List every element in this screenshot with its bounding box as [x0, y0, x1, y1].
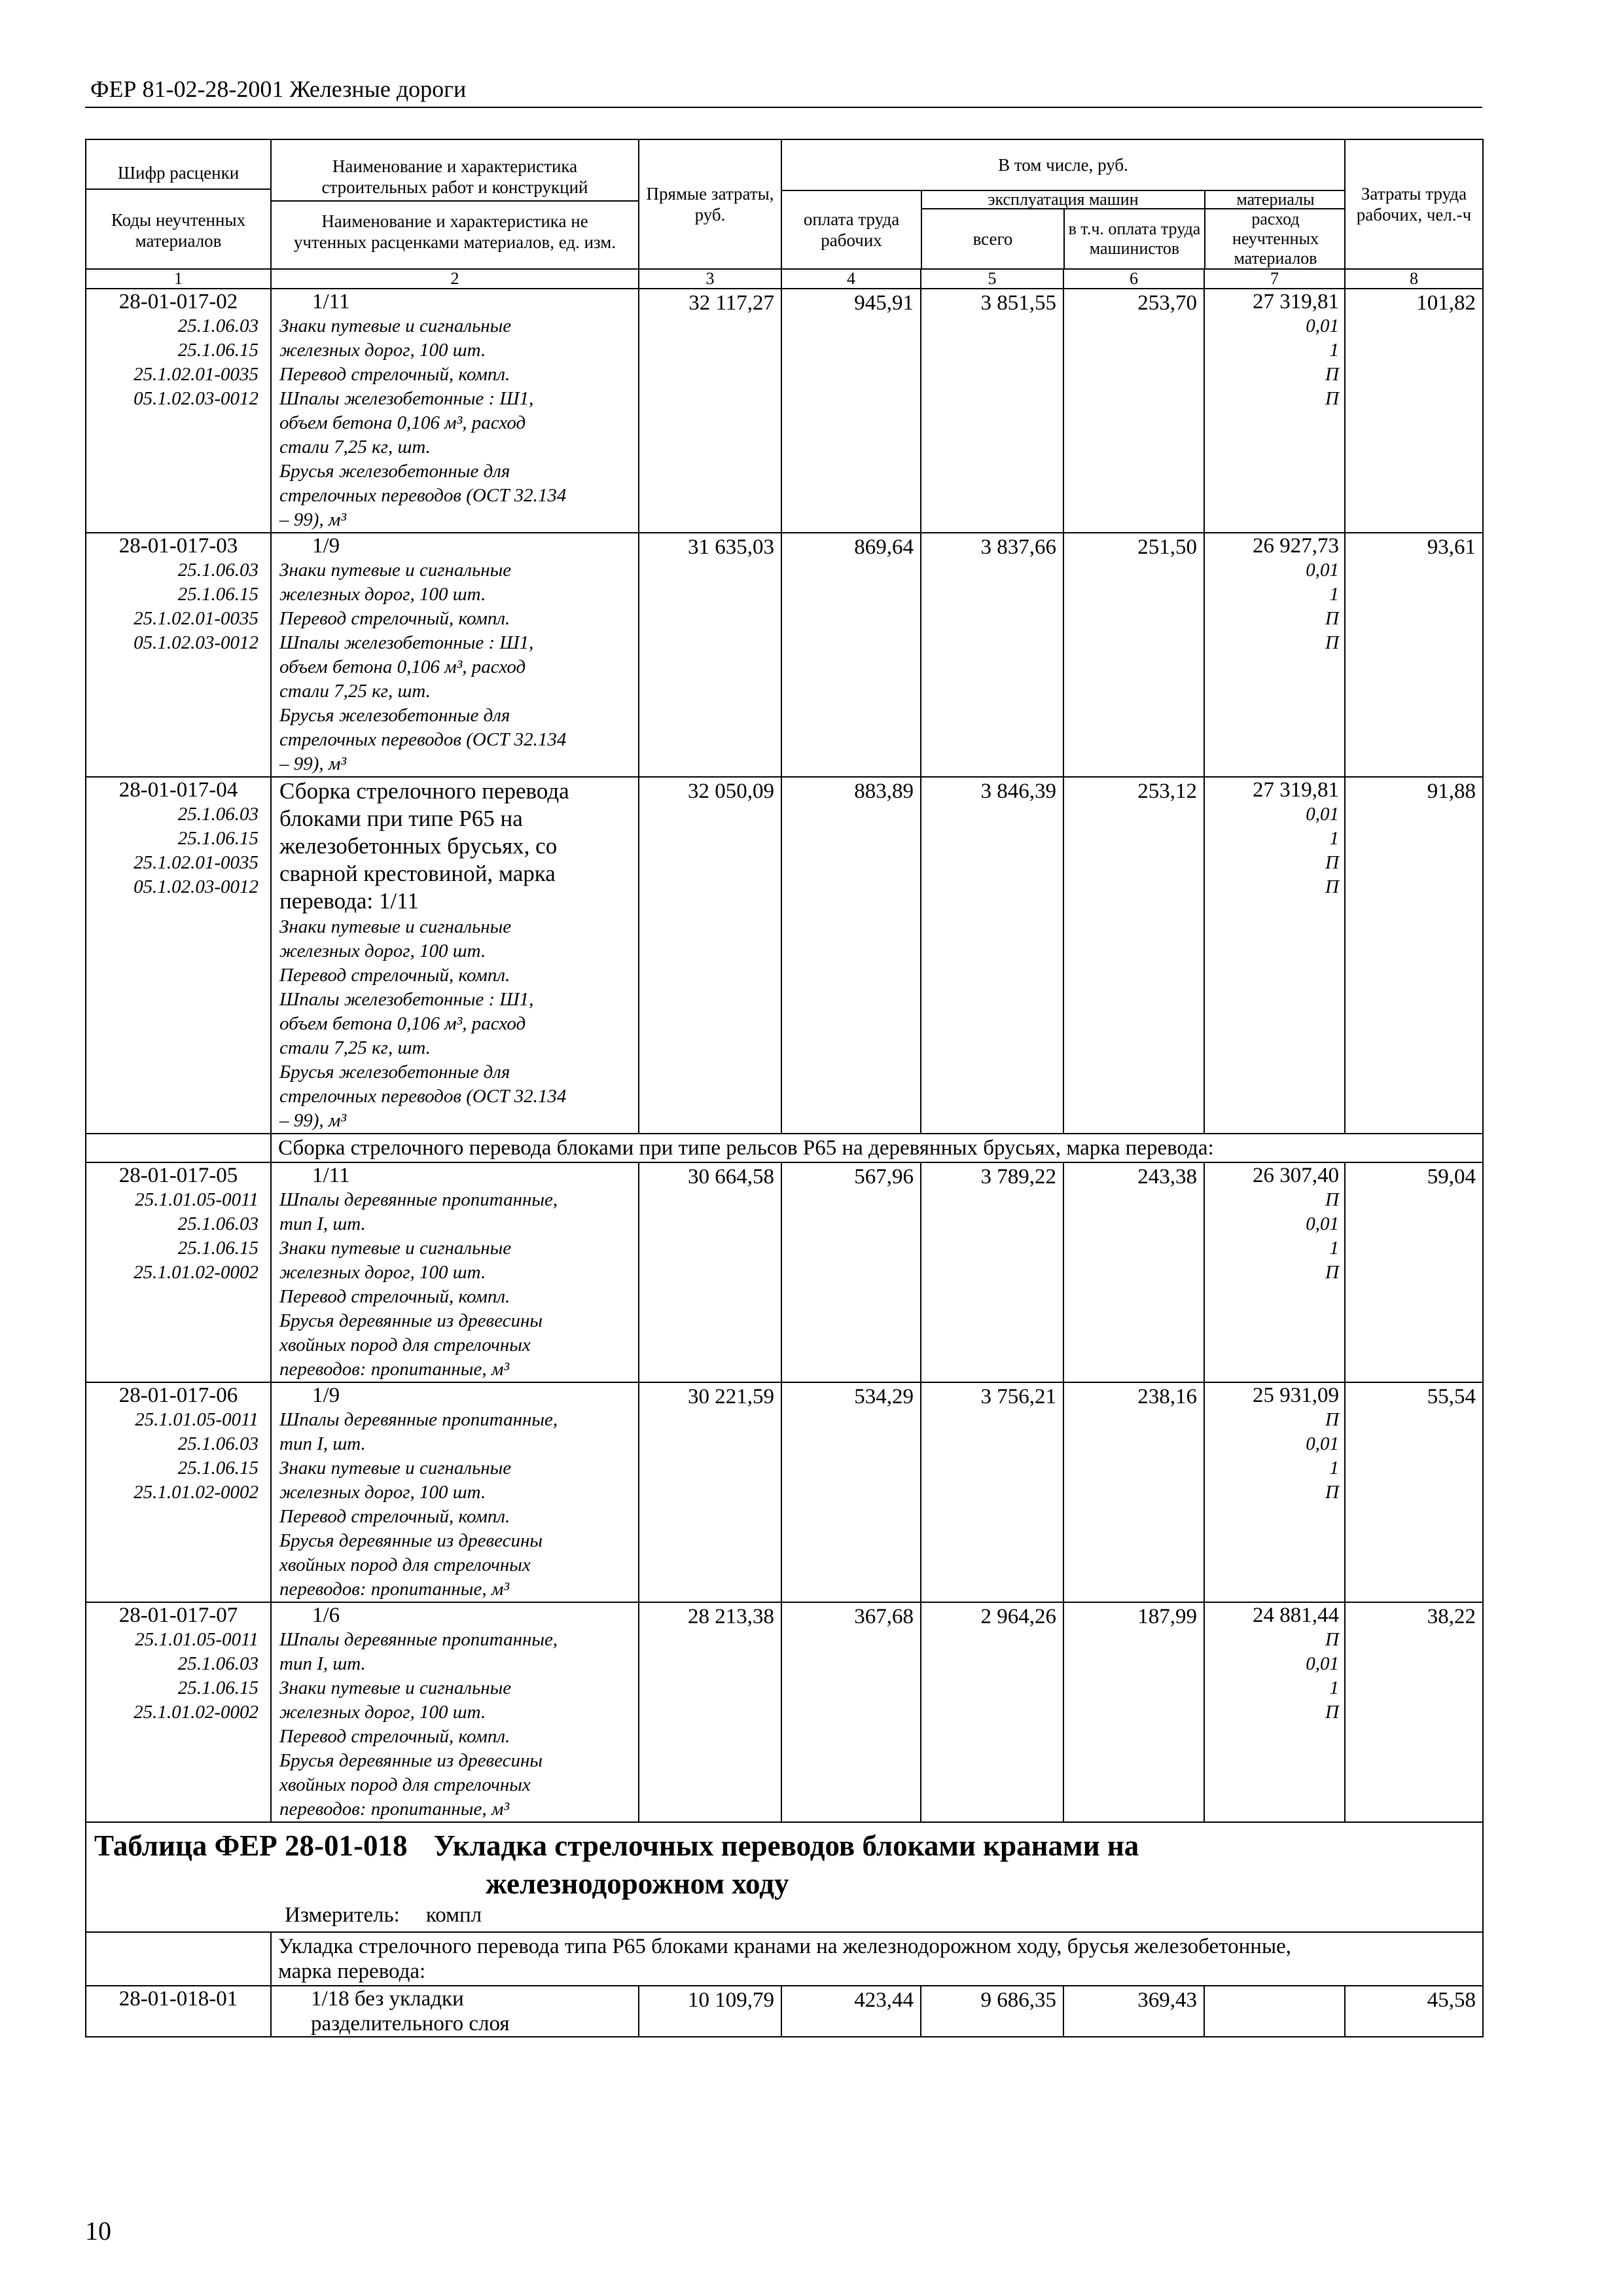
section-row	[86, 1134, 1483, 1162]
rate-code-cell	[86, 1602, 271, 1822]
table2-meter-value: компл	[425, 1903, 482, 1927]
material-code: 25.1.06.15	[177, 340, 259, 361]
rate-row	[86, 289, 1483, 533]
direct-costs: 10 109,79	[639, 1986, 781, 2037]
rate-name-cell	[271, 1986, 639, 2037]
machinists-pay: 251,50	[1063, 533, 1204, 777]
column-number: 7	[1204, 269, 1345, 289]
material-code: 05.1.02.03-0012	[134, 632, 259, 653]
head-cipher: Шифр расценки	[117, 163, 240, 183]
materials-value: 26 307,40	[1253, 1164, 1339, 1187]
materials-cell	[1204, 1602, 1345, 1822]
table2-title-cell	[86, 1822, 1483, 1932]
material-name-line: Брусья деревянные из древесины	[279, 1750, 543, 1771]
machines-total: 3 756,21	[921, 1382, 1063, 1602]
head-materials: материалы	[1205, 190, 1345, 209]
material-code: 25.1.06.15	[177, 1677, 259, 1698]
rate-name-cell	[271, 777, 639, 1134]
rate-title-line: блоками при типе Р65 на	[279, 806, 523, 831]
labor-costs: 93,61	[1345, 533, 1483, 777]
column-number: 5	[921, 269, 1063, 289]
material-code: 25.1.06.03	[177, 1213, 259, 1234]
material-value: П	[1325, 364, 1339, 385]
column-number: 4	[781, 269, 921, 289]
column-numbers-row	[86, 269, 1483, 289]
material-name-line: стали 7,25 кг, шт.	[279, 681, 431, 702]
materials-value: 27 319,81	[1253, 290, 1339, 314]
material-name-line: железных дорог, 100 шт.	[279, 584, 486, 605]
head-direct: Прямые затраты, руб.	[639, 139, 781, 269]
materials-cell	[1204, 1162, 1345, 1382]
material-value: П	[1325, 1409, 1339, 1430]
material-name-line: Шпалы железобетонные : Ш1,	[279, 989, 534, 1010]
rate-code-cell	[86, 777, 271, 1134]
material-value: 0,01	[1306, 1433, 1339, 1454]
material-code: 05.1.02.03-0012	[134, 876, 259, 897]
head-codes: Коды неучтенных материалов	[111, 210, 246, 251]
rate-title-line: сварной крестовиной, марка	[279, 861, 556, 886]
material-code: 25.1.06.15	[177, 1238, 259, 1259]
material-name-line: Шпалы деревянные пропитанные,	[279, 1189, 558, 1210]
material-code: 25.1.06.03	[177, 1433, 259, 1454]
material-value: П	[1325, 388, 1339, 409]
labor-costs: 38,22	[1345, 1602, 1483, 1822]
material-name-line: хвойных пород для стрелочных	[279, 1554, 531, 1575]
material-name-line: – 99), м³	[279, 509, 347, 530]
material-name-line: стрелочных переводов (ОСТ 32.134	[279, 729, 567, 750]
head-machines-total: всего	[921, 209, 1064, 268]
table2-label: Таблица ФЕР 28-01-018	[94, 1829, 408, 1862]
rate-row	[86, 1602, 1483, 1822]
material-name-line: Брусья железобетонные для	[279, 461, 510, 482]
material-value: 1	[1329, 1677, 1339, 1698]
direct-costs: 31 635,03	[639, 533, 781, 777]
material-code: 25.1.01.02-0002	[134, 1702, 259, 1723]
labor-costs: 45,58	[1345, 1986, 1483, 2037]
material-value: 1	[1329, 828, 1339, 849]
labor-costs: 55,54	[1345, 1382, 1483, 1602]
machines-total: 3 846,39	[921, 777, 1063, 1134]
table2-section-row	[86, 1932, 1483, 1986]
head-machinists-pay: в т.ч. оплата труда машинистов	[1064, 209, 1205, 268]
material-value: 0,01	[1306, 315, 1339, 336]
material-code: 25.1.01.02-0002	[134, 1262, 259, 1283]
material-name-line: переводов: пропитанные, м³	[279, 1359, 510, 1380]
table2-section-line2: марка перевода:	[278, 1960, 426, 1983]
rate-row	[86, 1162, 1483, 1382]
rate-row	[86, 533, 1483, 777]
material-value: 0,01	[1306, 560, 1339, 581]
rate-title-line: перевода: 1/11	[279, 888, 419, 914]
material-code: 25.1.01.05-0011	[135, 1409, 259, 1430]
materials-cell	[1204, 1382, 1345, 1602]
material-name-line: стали 7,25 кг, шт.	[279, 437, 431, 457]
rate-name-cell	[271, 1162, 639, 1382]
material-name-line: железных дорог, 100 шт.	[279, 1702, 486, 1723]
rate-code-cell	[86, 1986, 271, 2037]
material-name-line: стали 7,25 кг, шт.	[279, 1037, 431, 1058]
material-value: П	[1325, 632, 1339, 653]
machines-total: 2 964,26	[921, 1602, 1063, 1822]
head-name-a: Наименование и характеристика строительных работ и конструкций	[321, 156, 588, 197]
labor-costs: 59,04	[1345, 1162, 1483, 1382]
rate-name-cell	[271, 1602, 639, 1822]
rate-name-cell	[271, 1382, 639, 1602]
material-value: П	[1325, 1629, 1339, 1650]
materials-cell	[1204, 289, 1345, 533]
material-name-line: Брусья деревянные из древесины	[279, 1530, 543, 1551]
machinists-pay: 238,16	[1063, 1382, 1204, 1602]
material-name-line: Шпалы деревянные пропитанные,	[279, 1629, 558, 1650]
machinists-pay: 253,70	[1063, 289, 1204, 533]
material-name-line: Шпалы железобетонные : Ш1,	[279, 632, 534, 653]
material-name-line: Знаки путевые и сигнальные	[279, 1458, 512, 1479]
rate-title: 1/6	[312, 1604, 340, 1627]
rate-title: 1/9	[312, 534, 340, 558]
column-number: 3	[639, 269, 781, 289]
table-head-row	[86, 139, 1483, 269]
table2-meter	[94, 1903, 1474, 1928]
head-including: В том числе, руб.	[998, 155, 1128, 175]
table2-title-row	[86, 1822, 1483, 1932]
material-name-line: железных дорог, 100 шт.	[279, 941, 486, 961]
material-name-line: Знаки путевые и сигнальные	[279, 1238, 512, 1259]
section-blank	[86, 1134, 271, 1162]
material-name-line: железных дорог, 100 шт.	[279, 1262, 486, 1283]
rate-code-cell	[86, 1382, 271, 1602]
rate-code: 28-01-017-07	[118, 1604, 238, 1627]
rate-title-line: Сборка стрелочного перевода	[279, 778, 569, 804]
rate-code: 28-01-017-06	[118, 1384, 238, 1407]
material-name-line: Знаки путевые и сигнальные	[279, 916, 512, 937]
material-value: П	[1325, 1482, 1339, 1503]
material-code: 25.1.01.05-0011	[135, 1629, 259, 1650]
material-value: 1	[1329, 1458, 1339, 1479]
material-value: 1	[1329, 1238, 1339, 1259]
material-name-line: Брусья железобетонные для	[279, 1062, 510, 1083]
table2-meter-label: Измеритель:	[285, 1903, 400, 1927]
workers-pay: 945,91	[781, 289, 921, 533]
material-name-line: Перевод стрелочный, компл.	[279, 364, 510, 385]
workers-pay: 567,96	[781, 1162, 921, 1382]
rate-title: 1/11	[312, 1164, 350, 1187]
material-code: 25.1.06.15	[177, 1458, 259, 1479]
materials-cell	[1204, 777, 1345, 1134]
material-value: П	[1325, 1262, 1339, 1283]
material-value: П	[1325, 1702, 1339, 1723]
rate-code-cell	[86, 289, 271, 533]
materials-cell	[1204, 533, 1345, 777]
labor-costs: 101,82	[1345, 289, 1483, 533]
material-name-line: Брусья деревянные из древесины	[279, 1310, 543, 1331]
column-number: 6	[1063, 269, 1204, 289]
material-value: П	[1325, 876, 1339, 897]
material-name-line: Шпалы деревянные пропитанные,	[279, 1409, 558, 1430]
head-machines: эксплуатация машин	[921, 190, 1205, 209]
machinists-pay: 369,43	[1063, 1986, 1204, 2037]
material-code: 05.1.02.03-0012	[134, 388, 259, 409]
rate-code: 28-01-017-02	[118, 290, 238, 314]
material-value: 0,01	[1306, 1653, 1339, 1674]
direct-costs: 28 213,38	[639, 1602, 781, 1822]
rate-title: 1/11	[312, 290, 350, 314]
rate-code: 28-01-017-03	[118, 534, 238, 558]
materials-value: 24 881,44	[1253, 1604, 1339, 1627]
material-name-line: железных дорог, 100 шт.	[279, 1482, 486, 1503]
rate-row	[86, 777, 1483, 1134]
material-name-line: хвойных пород для стрелочных	[279, 1774, 531, 1795]
material-name-line: объем бетона 0,106 м³, расход	[279, 412, 526, 433]
rate-code: 28-01-017-04	[118, 778, 238, 802]
material-name-line: стрелочных переводов (ОСТ 32.134	[279, 1086, 567, 1107]
workers-pay: 869,64	[781, 533, 921, 777]
workers-pay: 367,68	[781, 1602, 921, 1822]
material-value: П	[1325, 1189, 1339, 1210]
material-code: 25.1.02.01-0035	[134, 364, 259, 385]
direct-costs: 32 050,09	[639, 777, 781, 1134]
material-name-line: Перевод стрелочный, компл.	[279, 1506, 510, 1527]
direct-costs: 30 664,58	[639, 1162, 781, 1382]
section-title: Сборка стрелочного перевода блоками при типе рельсов Р65 на деревянных брусьях, марка перевода:	[271, 1134, 1483, 1162]
table2-section-title	[271, 1932, 1483, 1986]
rate-code: 28-01-018-01	[118, 1987, 238, 2011]
material-name-line: стрелочных переводов (ОСТ 32.134	[279, 485, 567, 506]
material-value: 1	[1329, 584, 1339, 605]
material-code: 25.1.06.15	[177, 828, 259, 849]
machines-total: 3 837,66	[921, 533, 1063, 777]
rate-row	[86, 1382, 1483, 1602]
material-value: 0,01	[1306, 804, 1339, 825]
material-code: 25.1.02.01-0035	[134, 852, 259, 873]
material-name-line: Перевод стрелочный, компл.	[279, 1286, 510, 1307]
material-name-line: – 99), м³	[279, 753, 347, 774]
column-number: 1	[86, 269, 271, 289]
direct-costs: 30 221,59	[639, 1382, 781, 1602]
material-name-line: Перевод стрелочный, компл.	[279, 965, 510, 986]
rate-code: 28-01-017-05	[118, 1164, 238, 1187]
rate-code-cell	[86, 1162, 271, 1382]
material-value: П	[1325, 852, 1339, 873]
workers-pay: 883,89	[781, 777, 921, 1134]
direct-costs: 32 117,27	[639, 289, 781, 533]
materials-cell	[1204, 1986, 1345, 2037]
rate-title-line: железобетонных брусьях, со	[279, 833, 558, 859]
material-code: 25.1.06.03	[177, 804, 259, 825]
table2-title-text1: Укладка стрелочных переводов блоками кранами на	[433, 1829, 1139, 1862]
table2-title-line2: железнодорожном ходу	[486, 1867, 789, 1900]
material-code: 25.1.06.03	[177, 315, 259, 336]
rates-table	[85, 139, 1484, 2037]
rate-code-cell	[86, 533, 271, 777]
material-name-line: тип I, шт.	[279, 1653, 366, 1674]
machinists-pay: 253,12	[1063, 777, 1204, 1134]
machines-total: 9 686,35	[921, 1986, 1063, 2037]
material-name-line: объем бетона 0,106 м³, расход	[279, 656, 526, 677]
rate-title-line: 1/18 без укладки	[311, 1987, 464, 2011]
head-workers-pay: оплата труда рабочих	[782, 190, 921, 268]
machines-total: 3 789,22	[921, 1162, 1063, 1382]
materials-value: 26 927,73	[1253, 534, 1339, 558]
material-name-line: тип I, шт.	[279, 1213, 366, 1234]
table2-section-line1: Укладка стрелочного перевода типа Р65 блоками кранами на железнодорожном ходу, брусья железобетонные,	[278, 1935, 1292, 1958]
material-code: 25.1.01.05-0011	[135, 1189, 259, 1210]
material-name-line: переводов: пропитанные, м³	[279, 1579, 510, 1600]
material-name-line: – 99), м³	[279, 1110, 347, 1131]
header-rule	[85, 107, 1482, 108]
machinists-pay: 243,38	[1063, 1162, 1204, 1382]
rate-name-cell	[271, 533, 639, 777]
material-value: 1	[1329, 340, 1339, 361]
material-value: 0,01	[1306, 1213, 1339, 1234]
material-name-line: тип I, шт.	[279, 1433, 366, 1454]
material-name-line: Знаки путевые и сигнальные	[279, 560, 512, 581]
material-name-line: Брусья железобетонные для	[279, 705, 510, 726]
rate-title-line: разделительного слоя	[311, 2012, 510, 2036]
column-number: 8	[1345, 269, 1483, 289]
rate-name-cell	[271, 289, 639, 533]
material-code: 25.1.06.15	[177, 584, 259, 605]
page-header-title: ФЕР 81-02-28-2001 Железные дороги	[90, 76, 467, 102]
machines-total: 3 851,55	[921, 289, 1063, 533]
material-name-line: хвойных пород для стрелочных	[279, 1335, 531, 1355]
material-code: 25.1.02.01-0035	[134, 608, 259, 629]
rate-row	[86, 1986, 1483, 2037]
workers-pay: 534,29	[781, 1382, 921, 1602]
material-code: 25.1.01.02-0002	[134, 1482, 259, 1503]
material-code: 25.1.06.03	[177, 1653, 259, 1674]
material-name-line: железных дорог, 100 шт.	[279, 340, 486, 361]
material-name-line: объем бетона 0,106 м³, расход	[279, 1013, 526, 1034]
page-number: 10	[85, 2216, 111, 2246]
material-name-line: Знаки путевые и сигнальные	[279, 1677, 512, 1698]
material-name-line: Перевод стрелочный, компл.	[279, 1726, 510, 1747]
material-name-line: Шпалы железобетонные : Ш1,	[279, 388, 534, 409]
material-code: 25.1.06.03	[177, 560, 259, 581]
material-name-line: Знаки путевые и сигнальные	[279, 315, 512, 336]
material-name-line: Перевод стрелочный, компл.	[279, 608, 510, 629]
material-value: П	[1325, 608, 1339, 629]
head-name-b: Наименование и характеристика не учтенных расценками материалов, ед. изм.	[293, 211, 616, 252]
material-name-line: переводов: пропитанные, м³	[279, 1799, 510, 1820]
head-labor: Затраты труда рабочих, чел.-ч	[1345, 139, 1483, 269]
materials-value: 25 931,09	[1253, 1384, 1339, 1407]
section-blank	[86, 1932, 271, 1986]
head-materials-use: расход неучтенных материалов	[1205, 209, 1345, 268]
materials-value: 27 319,81	[1253, 778, 1339, 802]
workers-pay: 423,44	[781, 1986, 921, 2037]
rate-title: 1/9	[312, 1384, 340, 1407]
column-number: 2	[271, 269, 639, 289]
machinists-pay: 187,99	[1063, 1602, 1204, 1822]
table2-title-line1	[94, 1827, 1474, 1865]
labor-costs: 91,88	[1345, 777, 1483, 1134]
